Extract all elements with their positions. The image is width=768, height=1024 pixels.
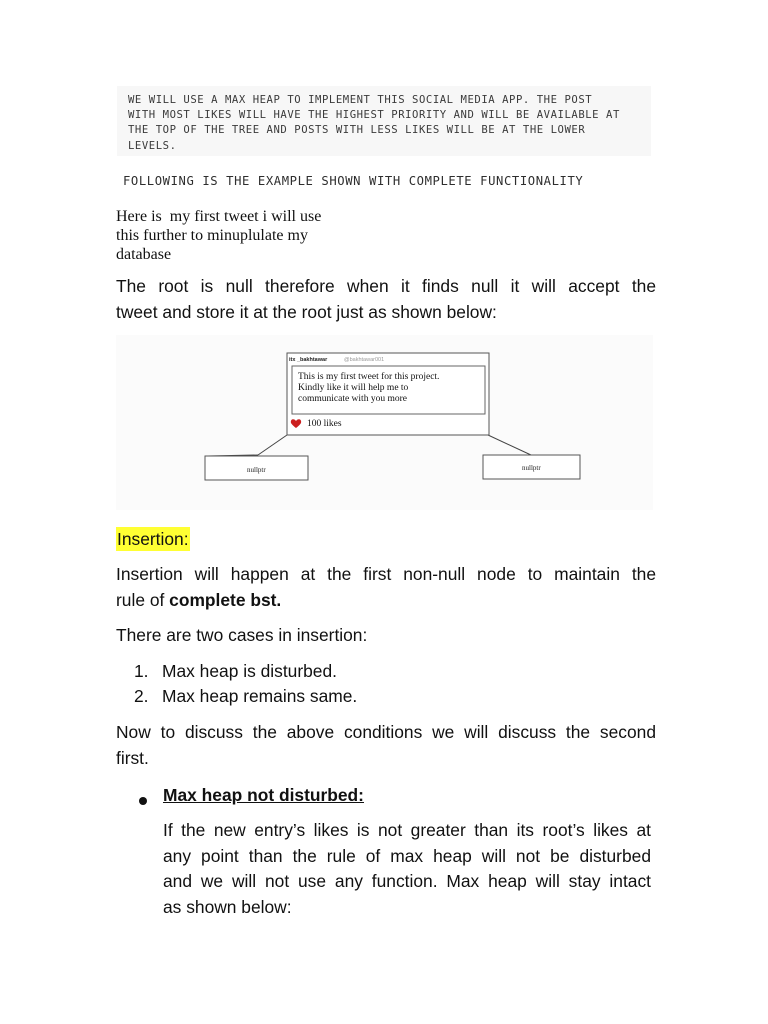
root-paragraph-line: The root is null therefore when it finds null it will accept the bbox=[116, 276, 656, 296]
tree-svg bbox=[116, 335, 653, 510]
intro-line: THE TOP OF THE TREE AND POSTS WITH LESS LIKES WILL BE AT THE LOWER bbox=[128, 124, 586, 137]
root-paragraph bbox=[116, 274, 656, 325]
tweet-text-line: communicate with you more bbox=[298, 394, 407, 404]
tweet-note-line: this further to minuplulate my bbox=[116, 227, 308, 244]
insertion-line: Insertion will happen at the first non-null node to maintain the bbox=[116, 564, 656, 584]
not-disturbed-paragraph bbox=[163, 818, 651, 920]
insertion-line-2 bbox=[116, 588, 656, 614]
tweet-text-line: Kindly like it will help me to bbox=[298, 383, 409, 393]
list-number: 1. bbox=[134, 661, 149, 681]
not-disturbed-line: as shown below: bbox=[163, 896, 292, 917]
insertion-heading: Insertion: bbox=[117, 529, 189, 549]
intro-line: WITH MOST LIKES WILL HAVE THE HIGHEST PRIORITY AND WILL BE AVAILABLE AT bbox=[128, 109, 620, 122]
list-item bbox=[116, 684, 357, 709]
tweet-handle: @bakhtawar001 bbox=[344, 357, 385, 363]
insertion-paragraph bbox=[116, 562, 656, 613]
intro-paragraph bbox=[128, 93, 658, 154]
not-disturbed-heading: Max heap not disturbed: bbox=[163, 785, 364, 805]
tweet-note bbox=[116, 207, 376, 264]
insertion-line-prefix: rule of bbox=[116, 589, 170, 610]
left-edge bbox=[258, 435, 287, 455]
root-tree-diagram bbox=[116, 335, 653, 510]
cases-intro: There are two cases in insertion: bbox=[116, 625, 368, 645]
tweet-text-line: This is my first tweet for this project. bbox=[298, 372, 440, 382]
complete-bst-bold: complete bst. bbox=[169, 589, 282, 610]
discuss-line: Now to discuss the above conditions we will discuss the second bbox=[116, 722, 656, 742]
list-text: Max heap remains same. bbox=[162, 686, 358, 706]
tweet-likes: 100 likes bbox=[307, 419, 342, 429]
right-edge bbox=[488, 435, 531, 455]
tweet-note-line: Here is my first tweet i will use bbox=[116, 208, 322, 225]
root-paragraph-line: tweet and store it at the root just as shown below: bbox=[116, 301, 497, 322]
tweet-username: itx _bakhtawar bbox=[289, 357, 328, 363]
discuss-line: first. bbox=[116, 747, 149, 768]
not-disturbed-line: If the new entry’s likes is not greater than its root’s likes at bbox=[163, 820, 651, 840]
left-child-label: nullptr bbox=[247, 466, 266, 474]
intro-line: WE WILL USE A MAX HEAP TO IMPLEMENT THIS SOCIAL MEDIA APP. THE POST bbox=[128, 94, 593, 106]
cases-list bbox=[116, 659, 357, 709]
right-child-label: nullptr bbox=[522, 464, 541, 472]
example-heading: FOLLOWING IS THE EXAMPLE SHOWN WITH COMPLETE FUNCTIONALITY bbox=[123, 174, 584, 188]
not-disturbed-line: any point than the rule of max heap will not be disturbed bbox=[163, 845, 651, 866]
bullet-icon bbox=[139, 797, 147, 805]
list-text: Max heap is disturbed. bbox=[162, 661, 337, 681]
intro-line: LEVELS. bbox=[128, 139, 177, 152]
discuss-paragraph bbox=[116, 720, 656, 771]
tweet-note-line: database bbox=[116, 246, 172, 263]
list-item bbox=[116, 659, 357, 684]
not-disturbed-line: and we will not use any function. Max heap will stay intact bbox=[163, 871, 651, 891]
list-number: 2. bbox=[134, 686, 149, 706]
